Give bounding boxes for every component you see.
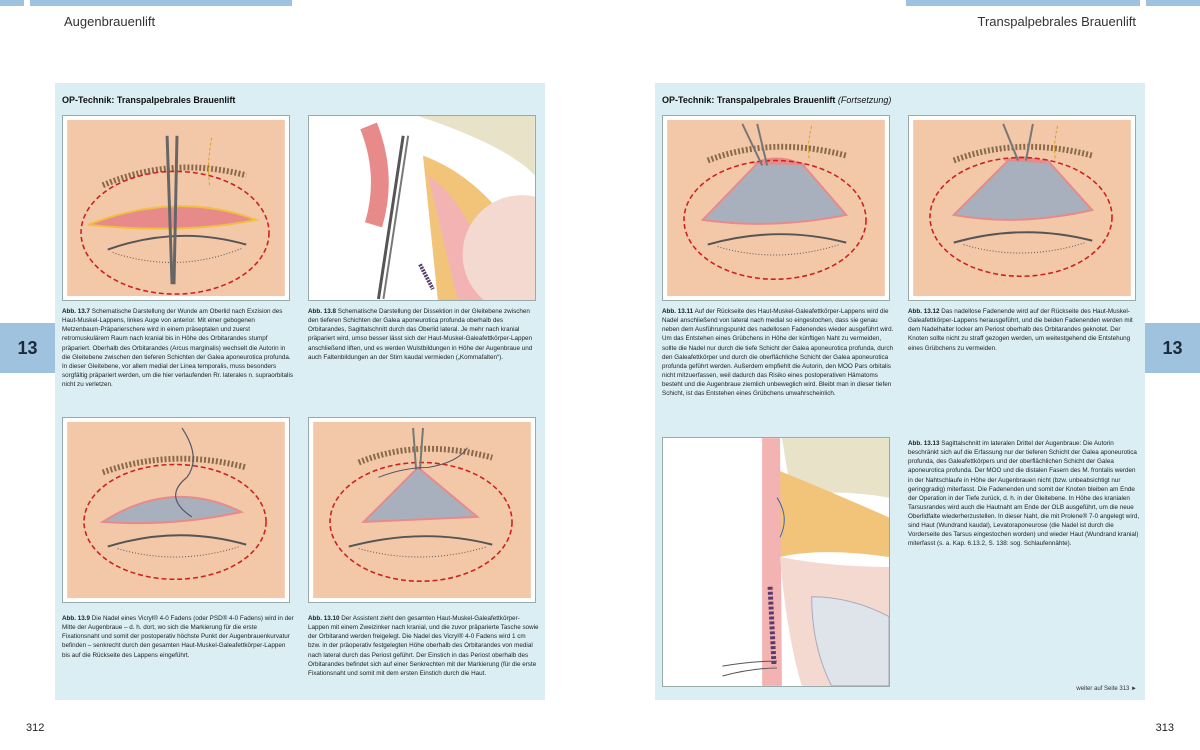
sagittal-section-suture-icon <box>663 438 889 686</box>
caption-label: Abb. 13.8 <box>308 308 336 315</box>
top-accent-bar-right-wide <box>906 0 1140 6</box>
caption-label: Abb. 13.11 <box>662 308 694 315</box>
chapter-tab-left: 13 <box>0 323 55 373</box>
running-head-right: Transpalpebrales Brauenlift <box>977 14 1136 29</box>
panel-title-text: OP-Technik: Transpalpebrales Brauenlift <box>662 95 836 105</box>
chapter-tab-right: 13 <box>1145 323 1200 373</box>
caption-13-7 <box>62 307 294 389</box>
page-number-left: 312 <box>26 722 45 734</box>
figure-13-7-illustration <box>62 115 290 301</box>
running-head-left: Augenbrauenlift <box>64 14 156 29</box>
caption-13-11 <box>662 307 894 398</box>
figure-13-12-illustration <box>908 115 1136 301</box>
caption-13-13 <box>908 439 1140 549</box>
caption-text: Die Nadel eines Vicryl® 4-0 Fadens (oder PSD® 4-0 Fadens) wird in der Mitte der Augenbraue – d. h. dort, wo sich die Markierung für die erste Fixationsnaht und somit der postoperativ höchste Punkt der Augenbrauenkurvatur befinden – senkrecht durch den gesamten Haut-Muskel-Galeafettkörper-Lappen bis auf die Rückseite des Lappens eingeführt. <box>62 615 294 659</box>
caption-label: Abb. 13.7 <box>62 308 90 315</box>
caption-text: Das nadellose Fadenende wird auf der Rückseite des Haut-Muskel-Galeafettkörper-Lappens herausgeführt, und die beiden Fadenenden werden mit dem Nadelhalter locker am Periost oberhalb des Orbitarandes geknotet. Der Knoten sollte nicht zu straff gezogen werden, um weitestgehend die Entstehung eines Grübchens zu vermeiden. <box>908 308 1133 352</box>
caption-text: Schematische Darstellung der Dissektion in der Gleitebene zwischen den tieferen Schichten der Galea aponeurotica profunda oberhalb des Orbitarandes, Sagittalschnitt durch das Oberlid lateral. Je mehr nach kranial präpariert wird, umso besser lässt sich der Haut-Muskel-Galeafettkörper-Lappen anschließend liften, und es werden Wulstbildungen in Höhe der Augenbraue und auch Faltenbildungen an der Stirn kaudal vermieden („Kommafalten“). <box>308 308 533 361</box>
eye-flap-suture-icon <box>663 116 889 300</box>
panel-title: OP-Technik: Transpalpebrales Brauenlift <box>62 95 236 105</box>
eye-knot-icon <box>909 116 1135 300</box>
eye-retracted-flap-icon <box>309 418 535 602</box>
figure-13-8-illustration <box>308 115 536 301</box>
caption-13-9 <box>62 614 294 660</box>
figure-13-10-illustration <box>308 417 536 603</box>
caption-text: Schematische Darstellung der Wunde am Oberlid nach Exzision des Haut-Muskel-Lappens, linkes Auge von anterior. Mit einer gebogenen Metzenbaum-Präparierschere wird in einem präseptalen und zuerst retromuskulärem Raum nach kranial bis in Höhe des Orbitarandes stumpf präpariert. Oberhalb des Orbitarandes (Arcus marginalis) wechselt die Autorin in die Gleitebene zwischen den tieferen Schichten der Galea aponeurotica profunda. In dieser Gleitebene, vor allem medial der Linea temporalis, muss besonders sorgfältig präpariert werden, um die hier verlaufenden Rr. laterales n. supraorbitalis nicht zu verletzen. <box>62 308 294 388</box>
caption-13-12 <box>908 307 1140 353</box>
panel-title-continuation: (Fortsetzung) <box>837 95 892 105</box>
caption-label: Abb. 13.9 <box>62 615 90 622</box>
caption-text: Sagittalschnitt im lateralen Drittel der Augenbraue: Die Autorin beschränkt sich auf die Erfassung nur der tieferen Schicht der Galea aponeurotica profunda, des Galeafettkörpers und der oberflächlichen Schicht der Galea aponeurotica profunda. Der MOO und die distalen Fasern des M. frontalis werden in der Nahtschlaufe in Höhe der Augenbrauen nicht (bzw. unbeabsichtigt nur geringgradig) miterfasst. Die Fadenenden und somit der Knoten bleiben am Ende der Operation in der Tiefe zurück, d. h. in der Gleitebene. In Höhe des kranialen Tarsusrandes wird auch die Hautnaht am Ende der OLB ausgeführt, um die neue Oberlidfalte wiederherzustellen. In dieser Naht, die mit Prolene® 7-0 angelegt wird, sind Haut (Wundrand kaudal), Levatoraponeurose (die Nadel ist durch die Vorderseite des Tarsus eingestochen worden) und wieder Haut (Wundrand kranial) miterfasst (s. a. Kap. 6.13.2, S. 138: sog. Schlaufennähte). <box>908 440 1140 548</box>
left-technique-panel <box>55 83 545 700</box>
caption-13-8 <box>308 307 540 362</box>
caption-text: Der Assistent zieht den gesamten Haut-Muskel-Galeafettkörper-Lappen mit einem Zweizinker nach kranial, und die zuvor präparierte Tasche sowie der Orbitarand werden freigelegt. Die Nadel des Vicryl® 4-0 Fadens wird 1 cm bzw. in der präoperativ festgelegten Höhe oberhalb des Orbitarandes von medial nach lateral durch das Periost geführt. Der Einstich in das Periost oberhalb des Orbitarandes befindet sich auf einer Senkrechten mit der Markierung (für die erste Fixationsnaht und somit mit dem ersten Einstich durch die Haut. <box>308 615 539 677</box>
continue-reference: weiter auf Seite 313 ► <box>1076 686 1137 692</box>
panel-title <box>662 95 891 105</box>
top-accent-bar-left <box>0 0 24 6</box>
eye-anterior-icon <box>63 116 289 300</box>
caption-label: Abb. 13.10 <box>308 615 340 622</box>
figure-13-9-illustration <box>62 417 290 603</box>
sagittal-section-icon <box>309 116 535 300</box>
page-number-right: 313 <box>1155 722 1174 734</box>
caption-text: Auf der Rückseite des Haut-Muskel-Galeafettkörper-Lappens wird die Nadel anschließend von lateral nach medial so eingestochen, dass sie genau neben dem Ausführungspunkt des nadellosen Fadenendes wieder ausgeführt wird. Um das Entstehen eines Grübchens in Höhe der künftigen Naht zu vermeiden, sollte die Nadel nur durch die tiefe Schicht der Galea aponeurotica profunda, durch den Galeafettkörper und durch die oberflächliche Schicht der Galea aponeurotica profunda geführt werden. Außerdem empfiehlt die Autorin, den MOO Pars orbitalis nicht mitzuerfassen, weil dadurch das Risiko eines postoperativen Hämatoms besteht und die Augenbraue ziemlich unbeweglich wird. Bleibt man in dieser tiefen Schicht, ist das Entstehen eines Grübchens unwahrscheinlich. <box>662 308 894 398</box>
right-technique-panel <box>655 83 1145 700</box>
top-accent-bar-right <box>1146 0 1200 6</box>
eye-suture-icon <box>63 418 289 602</box>
caption-label: Abb. 13.13 <box>908 440 940 447</box>
figure-13-11-illustration <box>662 115 890 301</box>
figure-13-13-illustration <box>662 437 890 687</box>
caption-label: Abb. 13.12 <box>908 308 940 315</box>
top-accent-bar-left-wide <box>30 0 292 6</box>
caption-13-10 <box>308 614 540 678</box>
